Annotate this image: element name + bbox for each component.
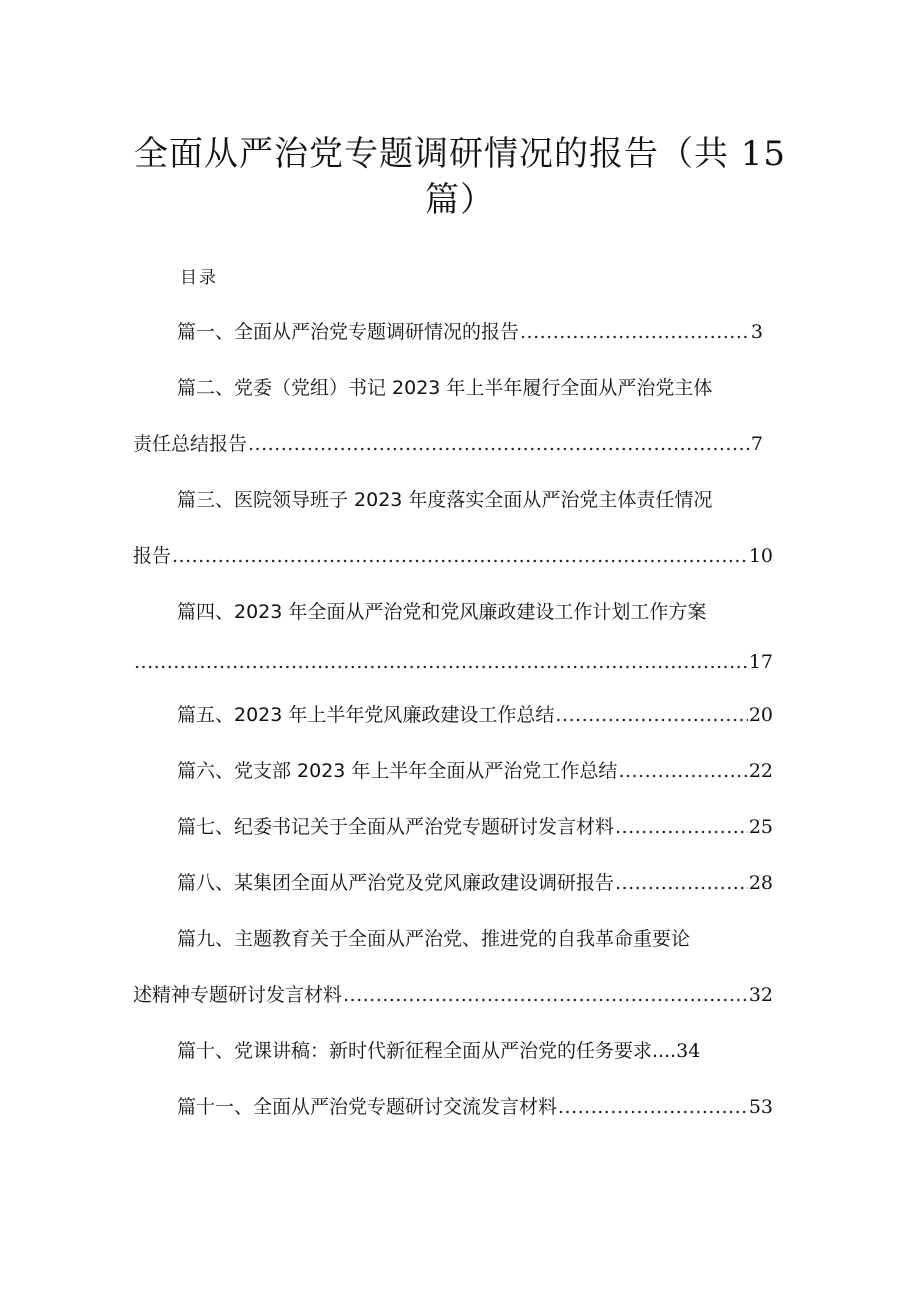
toc-entry-page: 7 [750,433,763,455]
toc-entry-4[interactable] [177,598,777,626]
toc-entry-page: 34 [676,1040,701,1062]
toc-entry-3-continued[interactable] [133,542,773,570]
toc-entry-7[interactable] [177,813,773,841]
toc-entry-3[interactable] [177,486,777,514]
toc-entry-title: 篇二、党委（党组）书记 2023 年上半年履行全面从严治党主体 [177,377,713,399]
toc-entry-page: 22 [748,760,773,782]
toc-entry-title: 篇八、某集团全面从严治党及党风廉政建设调研报告 [177,872,615,894]
toc-leader-dots [343,981,748,1009]
toc-entry-page: 3 [750,321,763,343]
toc-entry-page: 17 [748,651,773,673]
toc-entry-title-continued: 责任总结报告 [133,433,248,455]
toc-entry-9-continued[interactable] [133,981,773,1009]
toc-leader-dots [555,701,747,729]
toc-entry-page: 32 [748,984,773,1006]
toc-entry-5[interactable] [177,701,773,729]
toc-entry-title: 篇四、2023 年全面从严治党和党风廉政建设工作计划工作方案 [177,601,707,623]
toc-leader-dots [615,813,748,841]
toc-leader-dots [618,757,747,785]
toc-entry-1[interactable] [177,318,763,346]
toc-entry-page: 28 [748,872,773,894]
toc-leader-dots [558,1093,748,1121]
toc-entry-4-continued[interactable] [133,648,773,676]
toc-entry-page: 25 [748,816,773,838]
toc-entry-title: 篇九、主题教育关于全面从严治党、推进党的自我革命重要论 [177,928,691,950]
toc-entry-8[interactable] [177,869,773,897]
document-title-line-1: 全面从严治党专题调研情况的报告（共 15 [133,134,787,174]
toc-leader-dots [134,648,748,676]
toc-entry-6[interactable] [177,757,773,785]
toc-entry-2-continued[interactable] [133,430,763,458]
document-title-line-2: 篇） [425,180,495,220]
toc-leader-dots [520,318,750,346]
toc-entry-page: 53 [748,1096,773,1118]
toc-entry-title: 篇六、党支部 2023 年上半年全面从严治党工作总结 [177,760,618,782]
toc-leader-dots [615,869,748,897]
toc-entry-title: 篇十一、全面从严治党专题研讨交流发言材料 [177,1096,558,1118]
toc-entry-title-continued: 述精神专题研讨发言材料 [133,984,343,1006]
toc-entry-page: 10 [748,545,773,567]
toc-entry-title: 篇三、医院领导班子 2023 年度落实全面从严治党主体责任情况 [177,489,713,511]
toc-entry-page: 20 [748,704,773,726]
toc-entry-2[interactable] [177,374,777,402]
toc-entry-title: 篇五、2023 年上半年党风廉政建设工作总结 [177,704,555,726]
toc-entry-9[interactable] [177,925,777,953]
toc-entry-10[interactable] [177,1037,777,1065]
toc-heading: 目录 [180,268,218,288]
toc-entry-11[interactable] [177,1093,773,1121]
toc-entry-title: 篇十、党课讲稿：新时代新征程全面从严治党的任务要求.... [177,1040,677,1062]
toc-entry-title-continued: 报告 [133,545,172,567]
toc-leader-dots [172,542,748,570]
toc-entry-title: 篇七、纪委书记关于全面从严治党专题研讨发言材料 [177,816,615,838]
toc-entry-title: 篇一、全面从严治党专题调研情况的报告 [177,321,520,343]
toc-leader-dots [248,430,750,458]
